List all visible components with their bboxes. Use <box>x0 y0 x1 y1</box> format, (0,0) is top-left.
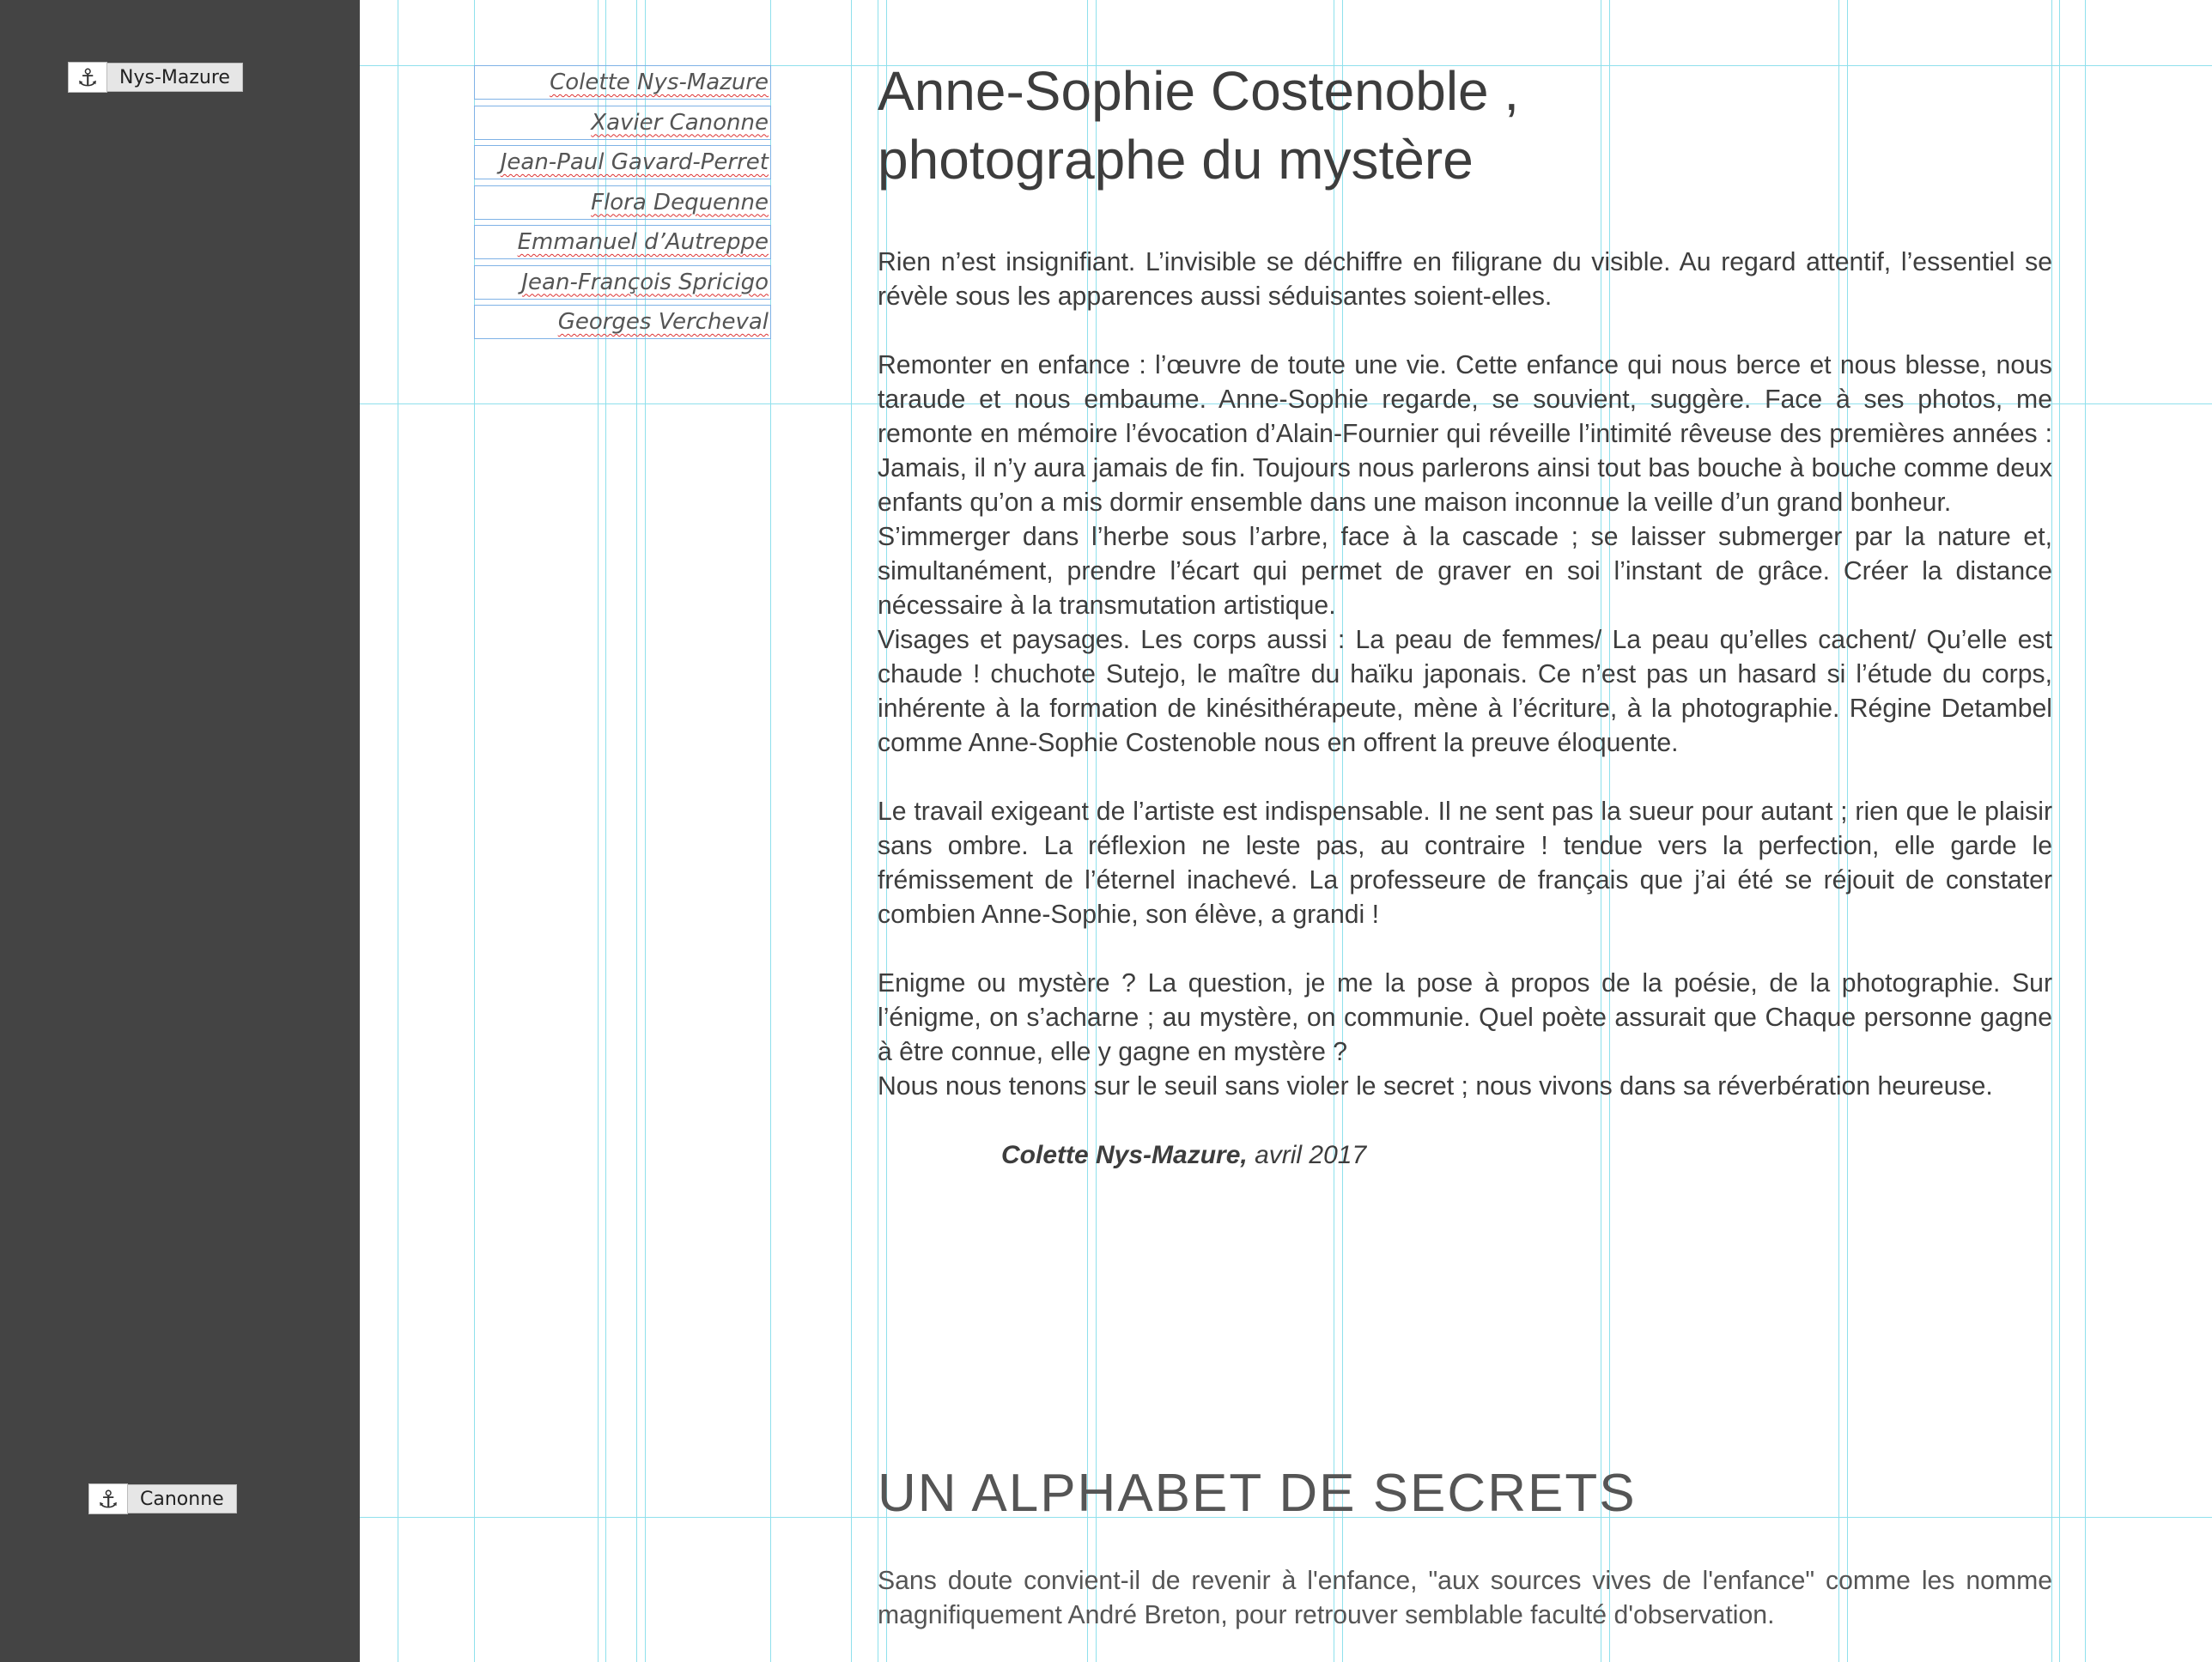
paragraph: Remonter en enfance : l’œuvre de toute une vie. Cette enfance qui nous berce et nous blesse, nous taraude et nous embaume. Anne-Sophie regarde, se souvient, suggère. Face à ses photos, me remonte en mémoire l’évocation d’Alain-Fournier qui réveille l’intimité rêveuse des premières années : Jamais, il n’y aura jamais de fin. Toujours nous parlerons ainsi tout bas bouche à bouche comme deux enfants qu’on a mis dormir ensemble dans une maison inconnue la veille d’un grand bonheur. <box>878 351 2052 517</box>
anchor-icon: ⚓ <box>88 1483 128 1514</box>
author-link[interactable]: Xavier Canonne <box>474 106 771 140</box>
author-navigation <box>474 65 771 345</box>
author-link[interactable]: Emmanuel d’Autreppe <box>474 225 771 259</box>
title-line-1: Anne-Sophie Costenoble , <box>878 60 1520 122</box>
author-link[interactable]: Jean-Paul Gavard-Perret <box>474 145 771 179</box>
paragraph: S’immerger dans l’herbe sous l’arbre, face à la cascade ; se laisser submerger par la nature et, simultanément, prendre l’écart qui permet de graver en soi l’instant de grâce. Créer la distance nécessaire à la transmutation artistique. <box>878 523 2052 620</box>
anchor-marker-canonne[interactable] <box>88 1484 237 1513</box>
author-link[interactable]: Colette Nys-Mazure <box>474 65 771 100</box>
paragraph: Nous nous tenons sur le seuil sans violer le secret ; nous vivons dans sa réverbération heureuse. <box>878 1072 1993 1101</box>
paragraph: Le travail exigeant de l’artiste est indispensable. Il ne sent pas la sueur pour autant ; rien que le plaisir sans ombre. La réflexion ne leste pas, au contraire ! tendue vers la perfection, elle garde le frémissement de l’éternel inachevé. La professeure de français que j’ai été se réjouit de constater combien Anne-Sophie, son élève, a grandi ! <box>878 798 2052 929</box>
anchor-marker-nys-mazure[interactable] <box>68 63 243 92</box>
pasteboard <box>0 0 360 1662</box>
anchor-label: Nys-Mazure <box>107 63 243 92</box>
signature-name: Colette Nys-Mazure, <box>1001 1141 1248 1169</box>
signature-date: avril 2017 <box>1247 1141 1367 1169</box>
author-link[interactable]: Georges Vercheval <box>474 305 771 339</box>
signature <box>1001 1138 2052 1173</box>
article-text-frame[interactable] <box>878 57 2052 1173</box>
author-link[interactable]: Flora Dequenne <box>474 185 771 220</box>
paragraph: Visages et paysages. Les corps aussi : La peau de femmes/ La peau qu’elles cachent/ Qu’elle est chaude ! chuchote Sutejo, le maître du haïku japonais. Ce n’est pas un hasard si l’étude du corps, inhérente à la formation de kinésithérapeute, mène à l’écriture, à la photographie. Régine Detambel comme Anne-Sophie Costenoble nous en offrent la preuve éloquente. <box>878 626 2052 757</box>
section-title: UN ALPHABET DE SECRETS <box>878 1464 1637 1523</box>
section-paragraph: Sans doute convient-il de revenir à l'enfance, "aux sources vives de l'enfance" comme les nomme magnifiquement André Breton, pour retrouver semblable faculté d'observation. <box>878 1567 2052 1629</box>
paragraph: Enigme ou mystère ? La question, je me la pose à propos de la poésie, de la photographie. Sur l’énigme, on s’acharne ; au mystère, on communie. Quel poète assurait que Chaque personne gagne à être connue, elle y gagne en mystère ? <box>878 969 2052 1066</box>
article-title <box>878 57 2052 194</box>
title-line-2: photographe du mystère <box>878 129 1474 191</box>
paragraph: Rien n’est insignifiant. L’invisible se déchiffre en filigrane du visible. Au regard attentif, l’essentiel se révèle sous les apparences aussi séduisantes soient-elles. <box>878 248 2052 311</box>
anchor-icon: ⚓ <box>68 62 107 93</box>
anchor-label: Canonne <box>128 1484 237 1513</box>
author-link[interactable]: Jean-François Spricigo <box>474 265 771 300</box>
